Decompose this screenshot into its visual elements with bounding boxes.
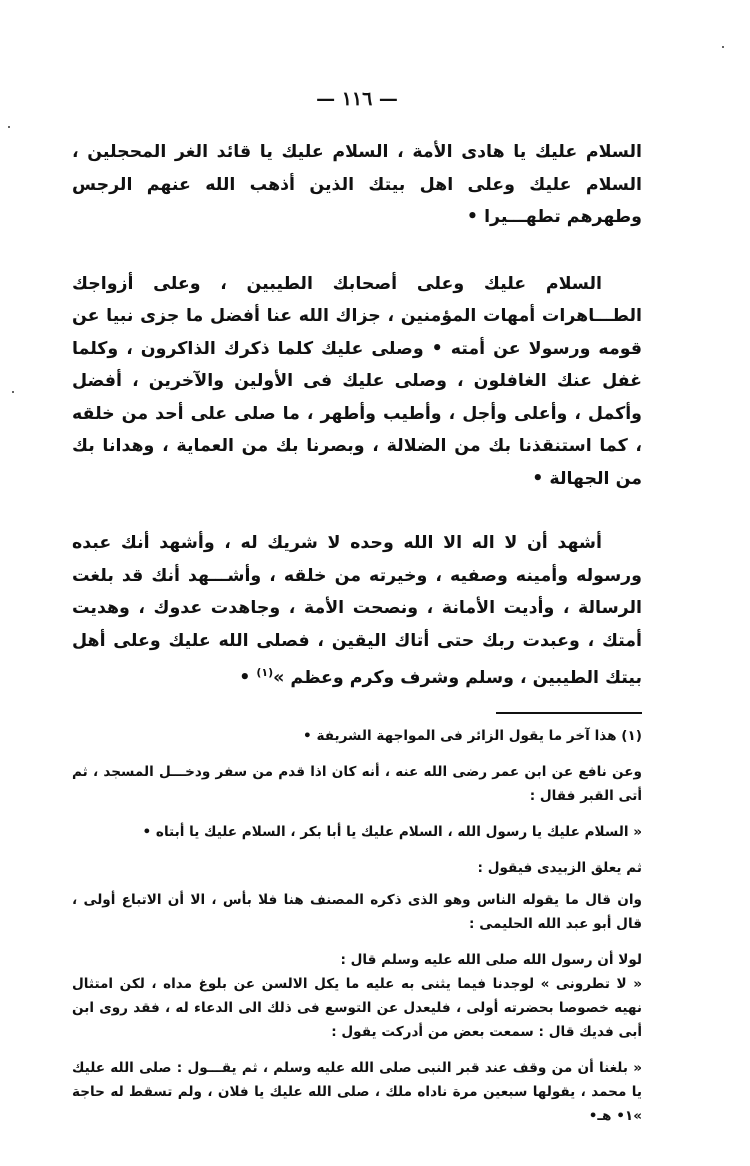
- footnote-text: ثم يعلق الزبيدى فيقول :: [477, 860, 642, 877]
- paragraph-salutation-2-text: السلام عليك وعلى أصحابك الطيبين ، وعلى أزواجك الطـــاهرات أمهات المؤمنين ، جزاك الله عنا أفضل ما جزى نبيا عن قومه ورسولا عن أمته • وصلى عليك كلما ذكرك الذاكرون ، وكلما غفل عنك الغافلون ، وصلى عليك فى الأولين والآخرين ، أفضل وأكمل ، وأعلى وأجل ، وأطيب وأطهر ، ما صلى على أحد من خلقه ، كما استنقذنا بك من الضلالة ، وبصرنا بك من العماية ، وهدانا بك من الجهالة •: [72, 273, 642, 489]
- footnote-1: (١) هذا آخر ما يقول الزائر فى المواجهة الشريفة •: [303, 728, 642, 745]
- paragraph-salutation-1: السلام عليك يا هادى الأمة ، السلام عليك يا قائد الغر المحجلين ، السلام عليك وعلى اهل بيتك الذين أذهب الله عنهم الرجس وطهرهم تطهـــيرا •: [72, 142, 642, 227]
- footnote-text: وان قال ما يقوله الناس وهو الذى ذكره المصنف هنا فلا بأس ، الا أن الاتباع أولى ، قال أبو عبد الله الحليمى :: [72, 892, 642, 933]
- page-number: — ١١٦ —: [316, 88, 398, 110]
- footnote-quote: « بلغنا أن من وقف عند قبر النبى صلى الله عليه وسلم ، ثم يقـــول : صلى الله عليك يا محمد ، يقولها سبعين مرة ناداه ملك ، صلى الله عليك يا فلان ، ولم تسقط له حاجة »١• هـ•: [72, 1060, 642, 1125]
- footnote-text: لولا أن رسول الله صلى الله عليه وسلم قال :: [340, 952, 642, 969]
- footnote-divider: [496, 712, 642, 714]
- footnote-quote: « السلام عليك يا رسول الله ، السلام عليك يا أبا بكر ، السلام عليك يا أبتاه •: [142, 824, 642, 841]
- scan-speck: [8, 126, 10, 128]
- paragraph-testimony: [72, 527, 642, 694]
- footnote-text: « لا تطرونى » لوجدنا فيما يثنى به عليه ما يكل الالسن عن بلوغ مداه ، لكن امتثال نهيه خصوصا بحضرته أولى ، فليعدل عن التوسع فى ذلك الى الدعاء له ، فقد روى ابن أبى فديك قال : سمعت بعض من أدركت يقول :: [72, 976, 642, 1041]
- paragraph-testimony-end: •: [239, 667, 257, 688]
- footnote-marker: (١): [256, 666, 274, 679]
- scan-speck: [12, 391, 14, 393]
- scan-speck: [722, 46, 724, 48]
- footnote-text: وعن نافع عن ابن عمر رضى الله عنه ، أنه كان اذا قدم من سفر ودخـــل المسجد ، ثم أتى القبر فقال :: [72, 764, 642, 805]
- book-page: [72, 88, 642, 1128]
- paragraph-salutation-2: [72, 268, 642, 496]
- paragraph-testimony-text: أشهد أن لا اله الا الله وحده لا شريك له ، وأشهد أنك عبده ورسوله وأمينه وصفيه ، وخيرته من خلقه ، وأشـــهد أنك قد بلغت الرسالة ، وأديت الأمانة ، ونصحت الأمة ، وجاهدت عدوك ، وهديت أمتك ، وعبدت ربك حتى أتاك اليقين ، فصلى الله عليك وعلى أهل بيتك الطيبين ، وسلم وشرف وكرم وعظم »: [72, 533, 642, 688]
